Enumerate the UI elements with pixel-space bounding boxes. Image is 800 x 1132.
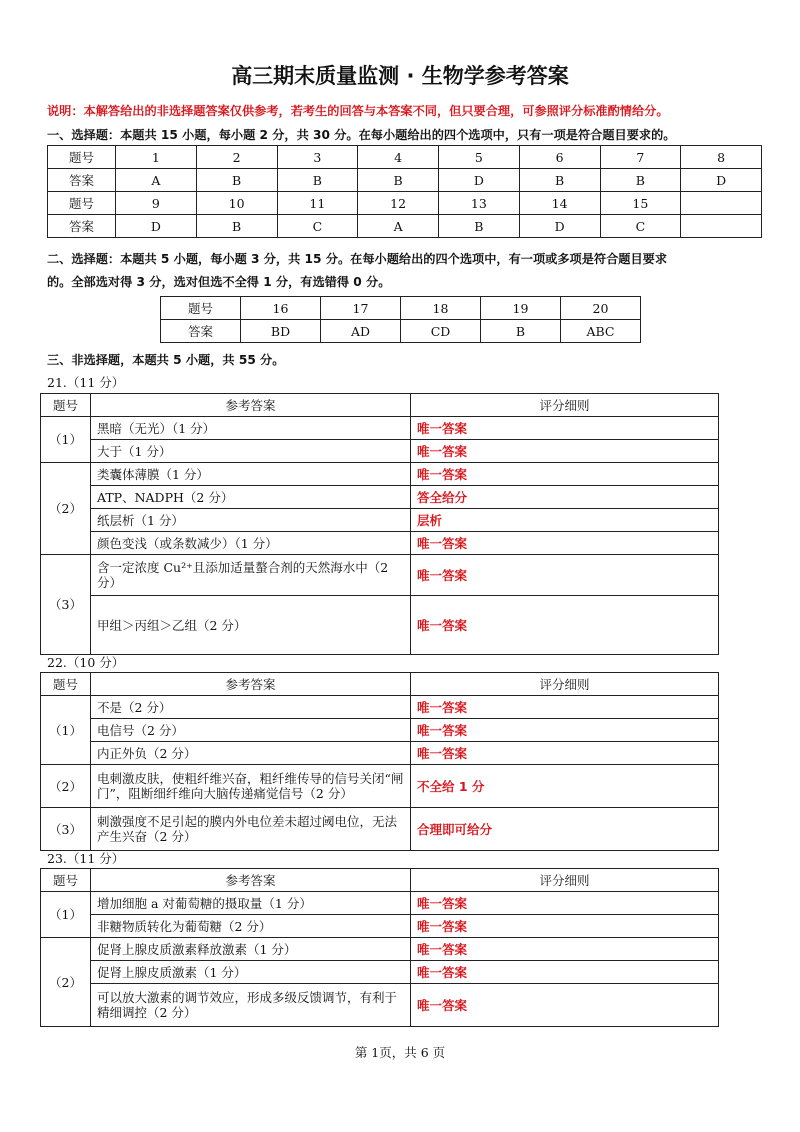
table-row [161,320,641,343]
answer-cell: D [116,215,197,238]
question-number: 1 [116,146,197,169]
answer-cell: AD [321,320,401,343]
question-number [681,192,762,215]
question-number: 9 [116,192,197,215]
scoring-rule: 唯一答案 [411,892,719,915]
part-number: （3） [41,808,91,851]
question-number: 16 [241,297,321,320]
question-number: 3 [277,146,358,169]
q21-label: 21.（11 分） [47,375,125,390]
scoring-rule: 合理即可给分 [411,808,719,851]
answer-text: 促肾上腺皮质激素（1 分） [91,961,411,984]
answer-text: 非糖物质转化为葡萄糖（2 分） [91,915,411,938]
table-row [41,808,719,851]
answer-cell: BD [241,320,321,343]
scoring-rule: 唯一答案 [411,961,719,984]
answer-cell: B [481,320,561,343]
question-number: 7 [600,146,681,169]
table-row [161,297,641,320]
answer-text: 纸层析（1 分） [91,509,411,532]
header-question: 题号 [41,869,91,892]
table-header-row [41,673,719,696]
answer-text: 可以放大激素的调节效应，形成多级反馈调节，有利于精细调控（2 分） [91,984,411,1027]
question-number: 20 [561,297,641,320]
header-question: 题号 [41,394,91,417]
answer-text: 黑暗（无光）（1 分） [91,417,411,440]
question-number: 8 [681,146,762,169]
answer-text: 电信号（2 分） [91,719,411,742]
table-row [41,486,719,509]
row-label: 答案 [161,320,241,343]
table-header-row [41,394,719,417]
part-number: （2） [41,938,91,1027]
row-label: 题号 [48,192,116,215]
section3-heading: 三、非选择题，本题共 5 小题，共 55 分。 [47,353,285,367]
header-answer: 参考答案 [91,869,411,892]
table-row [41,984,719,1027]
answer-text: 内正外负（2 分） [91,742,411,765]
answer-text: 刺激强度不足引起的膜内外电位差未超过阈电位，无法产生兴奋（2 分） [91,808,411,851]
answer-text: 含一定浓度 Cu²⁺且添加适量螯合剂的天然海水中（2 分） [91,555,411,596]
header-rule: 评分细则 [411,869,719,892]
table-row [41,961,719,984]
question-number: 11 [277,192,358,215]
answer-cell: B [196,215,277,238]
row-label: 答案 [48,169,116,192]
row-label: 题号 [48,146,116,169]
scoring-rule: 唯一答案 [411,938,719,961]
table-row [48,169,762,192]
answer-cell: D [439,169,520,192]
question-number: 13 [439,192,520,215]
table-row [48,192,762,215]
question-number: 18 [401,297,481,320]
section1-answer-table [47,145,762,238]
scoring-rule: 唯一答案 [411,440,719,463]
answer-text: 增加细胞 a 对葡萄糖的摄取量（1 分） [91,892,411,915]
answer-cell: B [196,169,277,192]
table-row [48,146,762,169]
answer-cell: D [519,215,600,238]
scoring-rule: 唯一答案 [411,532,719,555]
question-number: 2 [196,146,277,169]
answer-cell: B [439,215,520,238]
answer-text: ATP、NADPH（2 分） [91,486,411,509]
row-label: 答案 [48,215,116,238]
scoring-rule: 唯一答案 [411,463,719,486]
scoring-rule: 唯一答案 [411,742,719,765]
table-row [41,892,719,915]
q23-table [40,868,719,1027]
answer-cell: B [519,169,600,192]
answer-cell: ABC [561,320,641,343]
scoring-rule: 唯一答案 [411,417,719,440]
table-row [41,938,719,961]
answer-cell: D [681,169,762,192]
part-number: （1） [41,696,91,765]
question-number: 4 [358,146,439,169]
answer-text: 大于（1 分） [91,440,411,463]
question-number: 10 [196,192,277,215]
scoring-rule: 答全给分 [411,486,719,509]
answer-cell: C [600,215,681,238]
instruction-note: 说明：本解答给出的非选择题答案仅供参考，若考生的回答与本答案不同，但只要合理，可参照评分标准酌情给分。 [47,104,669,118]
section2-heading-line2: 的。全部选对得 3 分，选对但选不全得 1 分，有选错得 0 分。 [47,275,391,289]
scoring-rule: 唯一答案 [411,984,719,1027]
answer-cell [681,215,762,238]
section1-heading: 一、选择题：本题共 15 小题，每小题 2 分，共 30 分。在每小题给出的四个选项中，只有一项是符合题目要求的。 [47,128,676,142]
answer-cell: B [358,169,439,192]
question-number: 14 [519,192,600,215]
question-number: 12 [358,192,439,215]
answer-text: 促肾上腺皮质激素释放激素（1 分） [91,938,411,961]
header-rule: 评分细则 [411,673,719,696]
scoring-rule: 唯一答案 [411,915,719,938]
table-row [41,555,719,596]
scoring-rule: 唯一答案 [411,596,719,655]
q22-label: 22.（10 分） [47,655,125,670]
table-row [41,463,719,486]
table-row [41,596,719,655]
table-row [41,696,719,719]
answer-cell: A [358,215,439,238]
answer-cell: B [277,169,358,192]
question-number: 17 [321,297,401,320]
answer-text: 类囊体薄膜（1 分） [91,463,411,486]
question-number: 19 [481,297,561,320]
q23-label: 23.（11 分） [47,851,125,866]
table-row [41,719,719,742]
row-label: 题号 [161,297,241,320]
q21-table [40,393,719,655]
question-number: 5 [439,146,520,169]
part-number: （3） [41,555,91,655]
table-row [41,915,719,938]
answer-cell: C [277,215,358,238]
header-question: 题号 [41,673,91,696]
scoring-rule: 不全给 1 分 [411,765,719,808]
answer-cell: CD [401,320,481,343]
section2-answer-table [160,296,641,343]
scoring-rule: 层析 [411,509,719,532]
answer-text: 颜色变浅（或条数减少）（1 分） [91,532,411,555]
table-row [41,417,719,440]
answer-text: 甲组＞丙组＞乙组（2 分） [91,596,411,655]
q22-table [40,672,719,851]
part-number: （1） [41,892,91,938]
answer-cell: B [600,169,681,192]
question-number: 15 [600,192,681,215]
question-number: 6 [519,146,600,169]
table-row [41,742,719,765]
table-header-row [41,869,719,892]
table-row [48,215,762,238]
part-number: （1） [41,417,91,463]
header-answer: 参考答案 [91,673,411,696]
table-row [41,509,719,532]
scoring-rule: 唯一答案 [411,719,719,742]
header-rule: 评分细则 [411,394,719,417]
page-footer: 第 1页，共 6 页 [354,1045,446,1060]
header-answer: 参考答案 [91,394,411,417]
table-row [41,440,719,463]
scoring-rule: 唯一答案 [411,555,719,596]
answer-text: 不是（2 分） [91,696,411,719]
part-number: （2） [41,765,91,808]
table-row [41,765,719,808]
answer-text: 电刺激皮肤，使粗纤维兴奋，粗纤维传导的信号关闭“闸门”，阻断细纤维向大脑传递痛觉信号（2 分） [91,765,411,808]
part-number: （2） [41,463,91,555]
table-row [41,532,719,555]
answer-cell: A [116,169,197,192]
section2-heading-line1: 二、选择题：本题共 5 小题，每小题 3 分，共 15 分。在每小题给出的四个选项中，有一项或多项是符合题目要求 [47,252,668,266]
scoring-rule: 唯一答案 [411,696,719,719]
page-title: 高三期末质量监测 · 生物学参考答案 [231,64,569,88]
